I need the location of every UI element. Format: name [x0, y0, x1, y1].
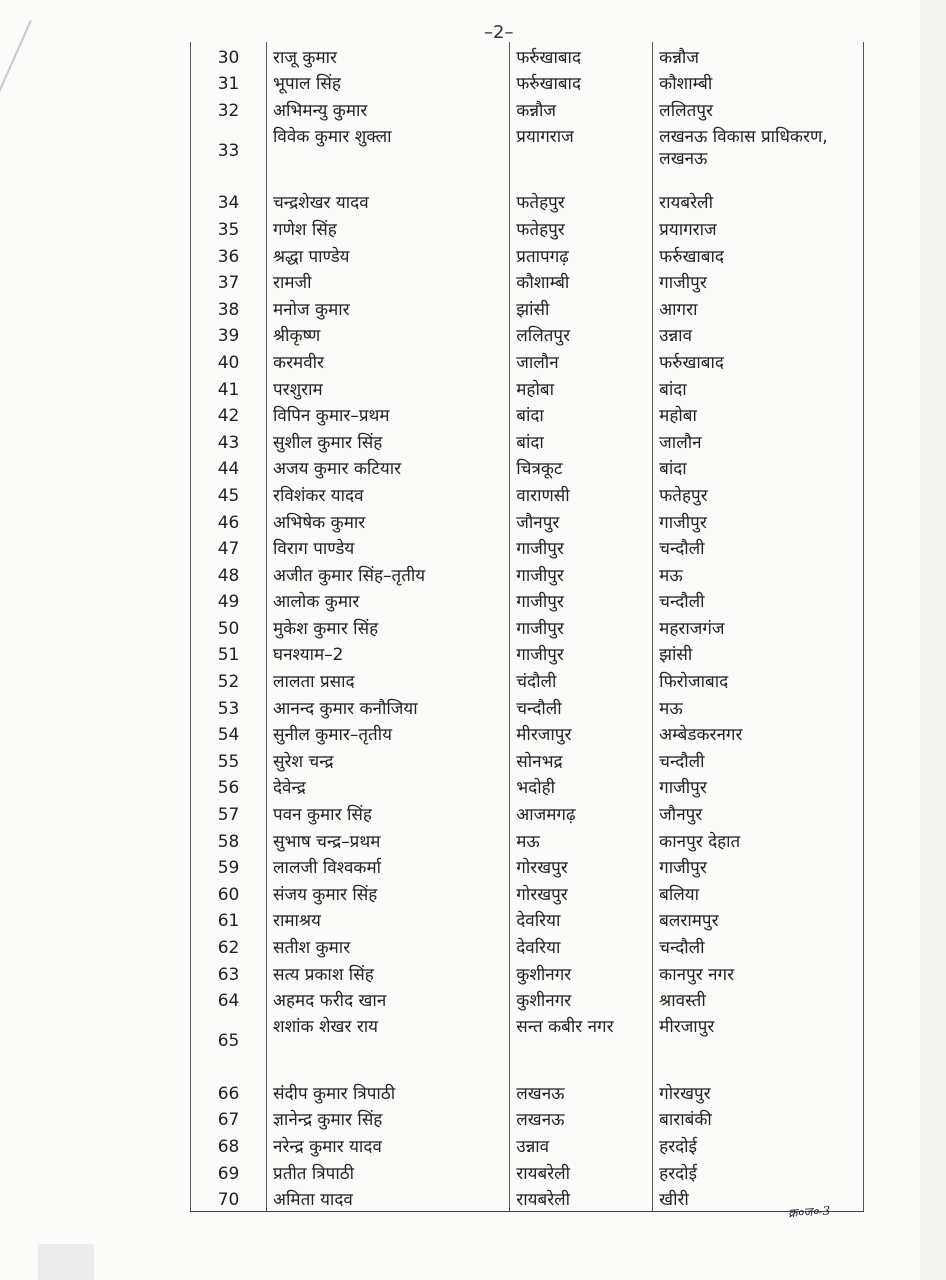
to-district-cell: गोरखपुर [653, 1078, 864, 1105]
from-district-cell: गोरखपुर [510, 853, 653, 880]
serial-number-cell: 48 [191, 560, 267, 587]
serial-number-cell: 45 [191, 480, 267, 507]
from-district-cell: रायबरेली [510, 1158, 653, 1185]
table-row [191, 214, 864, 241]
serial-number-cell: 33 [191, 122, 267, 188]
serial-number-cell: 63 [191, 959, 267, 986]
table-row [191, 1131, 864, 1158]
to-district-cell: खीरी [653, 1185, 864, 1212]
page-edge-line [0, 20, 32, 258]
table-row [191, 122, 864, 188]
serial-number-cell: 56 [191, 773, 267, 800]
from-district-cell: देवरिया [510, 906, 653, 933]
from-district-cell: कुशीनगर [510, 986, 653, 1013]
table-row [191, 932, 864, 959]
employee-name-cell: अभिमन्यु कुमार [267, 95, 510, 122]
table-row [191, 666, 864, 693]
from-district-cell: गाजीपुर [510, 613, 653, 640]
employee-name-cell: चन्द्रशेखर यादव [267, 188, 510, 215]
serial-number-cell: 42 [191, 401, 267, 428]
employee-name-cell: सतीश कुमार [267, 932, 510, 959]
from-district-cell: झांसी [510, 294, 653, 321]
employee-name-cell: पवन कुमार सिंह [267, 799, 510, 826]
to-district-cell: कानपुर नगर [653, 959, 864, 986]
from-district-cell: आजमगढ़ [510, 799, 653, 826]
table-row [191, 587, 864, 614]
to-district-cell: रायबरेली [653, 188, 864, 215]
employee-name-cell: रामाश्रय [267, 906, 510, 933]
to-district-cell: गाजीपुर [653, 268, 864, 295]
serial-number-cell: 38 [191, 294, 267, 321]
to-district-cell: कौशाम्बी [653, 69, 864, 96]
employee-name-cell: नरेन्द्र कुमार यादव [267, 1131, 510, 1158]
to-district-cell: महोबा [653, 401, 864, 428]
table-row [191, 1185, 864, 1212]
to-district-cell: ललितपुर [653, 95, 864, 122]
to-district-cell: कन्नौज [653, 42, 864, 69]
table-row [191, 1012, 864, 1078]
employee-name-cell: लालजी विश्वकर्मा [267, 853, 510, 880]
to-district-cell: फिरोजाबाद [653, 666, 864, 693]
serial-number-cell: 49 [191, 587, 267, 614]
table-row [191, 746, 864, 773]
handwritten-note: क्र०ज०-3 [787, 1203, 831, 1221]
serial-number-cell: 31 [191, 69, 267, 96]
from-district-cell: चित्रकूट [510, 454, 653, 481]
serial-number-cell: 62 [191, 932, 267, 959]
employee-name-cell: रामजी [267, 268, 510, 295]
from-district-cell: मीरजापुर [510, 720, 653, 747]
to-district-cell: चन्दौली [653, 932, 864, 959]
table-row [191, 826, 864, 853]
transfer-table [190, 42, 864, 1212]
serial-number-cell: 39 [191, 321, 267, 348]
serial-number-cell: 30 [191, 42, 267, 69]
to-district-cell: महराजगंज [653, 613, 864, 640]
serial-number-cell: 36 [191, 241, 267, 268]
employee-name-cell: श्रीकृष्ण [267, 321, 510, 348]
to-district-cell: मीरजापुर [653, 1012, 864, 1078]
table-row [191, 693, 864, 720]
serial-number-cell: 51 [191, 640, 267, 667]
table-row [191, 401, 864, 428]
from-district-cell: फर्रुखाबाद [510, 42, 653, 69]
from-district-cell: सोनभद्र [510, 746, 653, 773]
employee-name-cell: करमवीर [267, 347, 510, 374]
employee-name-cell: सुरेश चन्द्र [267, 746, 510, 773]
to-district-cell: हरदोई [653, 1131, 864, 1158]
employee-name-cell: मनोज कुमार [267, 294, 510, 321]
to-district-cell: उन्नाव [653, 321, 864, 348]
employee-name-cell: भूपाल सिंह [267, 69, 510, 96]
to-district-cell: प्रयागराज [653, 214, 864, 241]
to-district-cell: गाजीपुर [653, 507, 864, 534]
employee-name-cell: संजय कुमार सिंह [267, 879, 510, 906]
serial-number-cell: 35 [191, 214, 267, 241]
serial-number-cell: 70 [191, 1185, 267, 1212]
to-district-cell: लखनऊ विकास प्राधिकरण, लखनऊ [653, 122, 864, 188]
table-row [191, 454, 864, 481]
serial-number-cell: 41 [191, 374, 267, 401]
to-district-cell: जौनपुर [653, 799, 864, 826]
from-district-cell: लखनऊ [510, 1078, 653, 1105]
to-district-cell: फर्रुखाबाद [653, 347, 864, 374]
table-row [191, 560, 864, 587]
to-district-cell: झांसी [653, 640, 864, 667]
employee-name-cell: सुभाष चन्द्र–प्रथम [267, 826, 510, 853]
employee-name-cell: विराग पाण्डेय [267, 534, 510, 561]
employee-name-cell: गणेश सिंह [267, 214, 510, 241]
employee-name-cell: अजय कुमार कटियार [267, 454, 510, 481]
serial-number-cell: 55 [191, 746, 267, 773]
from-district-cell: चन्दौली [510, 693, 653, 720]
to-district-cell: बांदा [653, 374, 864, 401]
table-row [191, 347, 864, 374]
from-district-cell: फतेहपुर [510, 214, 653, 241]
employee-name-cell: सुनील कुमार–तृतीय [267, 720, 510, 747]
employee-name-cell: अमिता यादव [267, 1185, 510, 1212]
to-district-cell: बलरामपुर [653, 906, 864, 933]
to-district-cell: हरदोई [653, 1158, 864, 1185]
serial-number-cell: 66 [191, 1078, 267, 1105]
employee-name-cell: आनन्द कुमार कनौजिया [267, 693, 510, 720]
serial-number-cell: 37 [191, 268, 267, 295]
serial-number-cell: 67 [191, 1105, 267, 1132]
table-row [191, 640, 864, 667]
from-district-cell: कौशाम्बी [510, 268, 653, 295]
to-district-cell: चन्दौली [653, 587, 864, 614]
from-district-cell: जालौन [510, 347, 653, 374]
serial-number-cell: 47 [191, 534, 267, 561]
table-row [191, 720, 864, 747]
serial-number-cell: 50 [191, 613, 267, 640]
to-district-cell: गाजीपुर [653, 853, 864, 880]
to-district-cell: अम्बेडकरनगर [653, 720, 864, 747]
from-district-cell: बांदा [510, 401, 653, 428]
employee-name-cell: मुकेश कुमार सिंह [267, 613, 510, 640]
from-district-cell: कुशीनगर [510, 959, 653, 986]
table-row [191, 42, 864, 69]
serial-number-cell: 32 [191, 95, 267, 122]
from-district-cell: सन्त कबीर नगर [510, 1012, 653, 1078]
employee-name-cell: विपिन कुमार–प्रथम [267, 401, 510, 428]
to-district-cell: श्रावस्ती [653, 986, 864, 1013]
table-row [191, 959, 864, 986]
from-district-cell: गाजीपुर [510, 587, 653, 614]
to-district-cell: फर्रुखाबाद [653, 241, 864, 268]
table-row [191, 906, 864, 933]
serial-number-cell: 59 [191, 853, 267, 880]
from-district-cell: रायबरेली [510, 1185, 653, 1212]
table-row [191, 1078, 864, 1105]
table-row [191, 294, 864, 321]
from-district-cell: जौनपुर [510, 507, 653, 534]
from-district-cell: वाराणसी [510, 480, 653, 507]
table-row [191, 799, 864, 826]
employee-name-cell: शशांक शेखर राय [267, 1012, 510, 1078]
employee-name-cell: विवेक कुमार शुक्ला [267, 122, 510, 188]
table-row [191, 986, 864, 1013]
from-district-cell: मऊ [510, 826, 653, 853]
serial-number-cell: 40 [191, 347, 267, 374]
employee-name-cell: सत्य प्रकाश सिंह [267, 959, 510, 986]
employee-name-cell: प्रतीत त्रिपाठी [267, 1158, 510, 1185]
table-row [191, 241, 864, 268]
serial-number-cell: 68 [191, 1131, 267, 1158]
serial-number-cell: 46 [191, 507, 267, 534]
table-row [191, 69, 864, 96]
from-district-cell: गाजीपुर [510, 534, 653, 561]
transfer-table-body [191, 42, 864, 1212]
table-row [191, 95, 864, 122]
employee-name-cell: रविशंकर यादव [267, 480, 510, 507]
employee-name-cell: देवेन्द्र [267, 773, 510, 800]
employee-name-cell: अजीत कुमार सिंह–तृतीय [267, 560, 510, 587]
table-row [191, 1105, 864, 1132]
employee-name-cell: संदीप कुमार त्रिपाठी [267, 1078, 510, 1105]
table-row [191, 427, 864, 454]
serial-number-cell: 44 [191, 454, 267, 481]
table-row [191, 480, 864, 507]
employee-name-cell: लालता प्रसाद [267, 666, 510, 693]
table-row [191, 507, 864, 534]
from-district-cell: बांदा [510, 427, 653, 454]
serial-number-cell: 58 [191, 826, 267, 853]
serial-number-cell: 57 [191, 799, 267, 826]
from-district-cell: गाजीपुर [510, 640, 653, 667]
to-district-cell: गाजीपुर [653, 773, 864, 800]
employee-name-cell: आलोक कुमार [267, 587, 510, 614]
serial-number-cell: 65 [191, 1012, 267, 1078]
scan-corner-artifact [38, 1244, 94, 1280]
serial-number-cell: 53 [191, 693, 267, 720]
table-row [191, 879, 864, 906]
table-row [191, 773, 864, 800]
from-district-cell: भदोही [510, 773, 653, 800]
from-district-cell: फर्रुखाबाद [510, 69, 653, 96]
from-district-cell: लखनऊ [510, 1105, 653, 1132]
to-district-cell: बाराबंकी [653, 1105, 864, 1132]
table-row [191, 534, 864, 561]
table-row [191, 1158, 864, 1185]
from-district-cell: महोबा [510, 374, 653, 401]
to-district-cell: बांदा [653, 454, 864, 481]
to-district-cell: मऊ [653, 693, 864, 720]
to-district-cell: मऊ [653, 560, 864, 587]
from-district-cell: कन्नौज [510, 95, 653, 122]
from-district-cell: प्रयागराज [510, 122, 653, 188]
employee-name-cell: घनश्याम–2 [267, 640, 510, 667]
employee-name-cell: अभिषेक कुमार [267, 507, 510, 534]
serial-number-cell: 61 [191, 906, 267, 933]
to-district-cell: आगरा [653, 294, 864, 321]
employee-name-cell: सुशील कुमार सिंह [267, 427, 510, 454]
serial-number-cell: 60 [191, 879, 267, 906]
from-district-cell: चंदौली [510, 666, 653, 693]
serial-number-cell: 52 [191, 666, 267, 693]
from-district-cell: देवरिया [510, 932, 653, 959]
from-district-cell: फतेहपुर [510, 188, 653, 215]
table-row [191, 268, 864, 295]
from-district-cell: ललितपुर [510, 321, 653, 348]
table-row [191, 613, 864, 640]
to-district-cell: चन्दौली [653, 534, 864, 561]
serial-number-cell: 69 [191, 1158, 267, 1185]
from-district-cell: प्रतापगढ़ [510, 241, 653, 268]
serial-number-cell: 64 [191, 986, 267, 1013]
from-district-cell: गोरखपुर [510, 879, 653, 906]
employee-name-cell: श्रद्धा पाण्डेय [267, 241, 510, 268]
to-district-cell: जालौन [653, 427, 864, 454]
serial-number-cell: 54 [191, 720, 267, 747]
to-district-cell: बलिया [653, 879, 864, 906]
table-row [191, 188, 864, 215]
table-row [191, 374, 864, 401]
from-district-cell: गाजीपुर [510, 560, 653, 587]
employee-name-cell: ज्ञानेन्द्र कुमार सिंह [267, 1105, 510, 1132]
from-district-cell: उन्नाव [510, 1131, 653, 1158]
page-number: –2– [484, 22, 514, 43]
serial-number-cell: 34 [191, 188, 267, 215]
serial-number-cell: 43 [191, 427, 267, 454]
to-district-cell: कानपुर देहात [653, 826, 864, 853]
table-row [191, 853, 864, 880]
to-district-cell: चन्दौली [653, 746, 864, 773]
table-row [191, 321, 864, 348]
employee-name-cell: परशुराम [267, 374, 510, 401]
employee-name-cell: राजू कुमार [267, 42, 510, 69]
to-district-cell: फतेहपुर [653, 480, 864, 507]
employee-name-cell: अहमद फरीद खान [267, 986, 510, 1013]
